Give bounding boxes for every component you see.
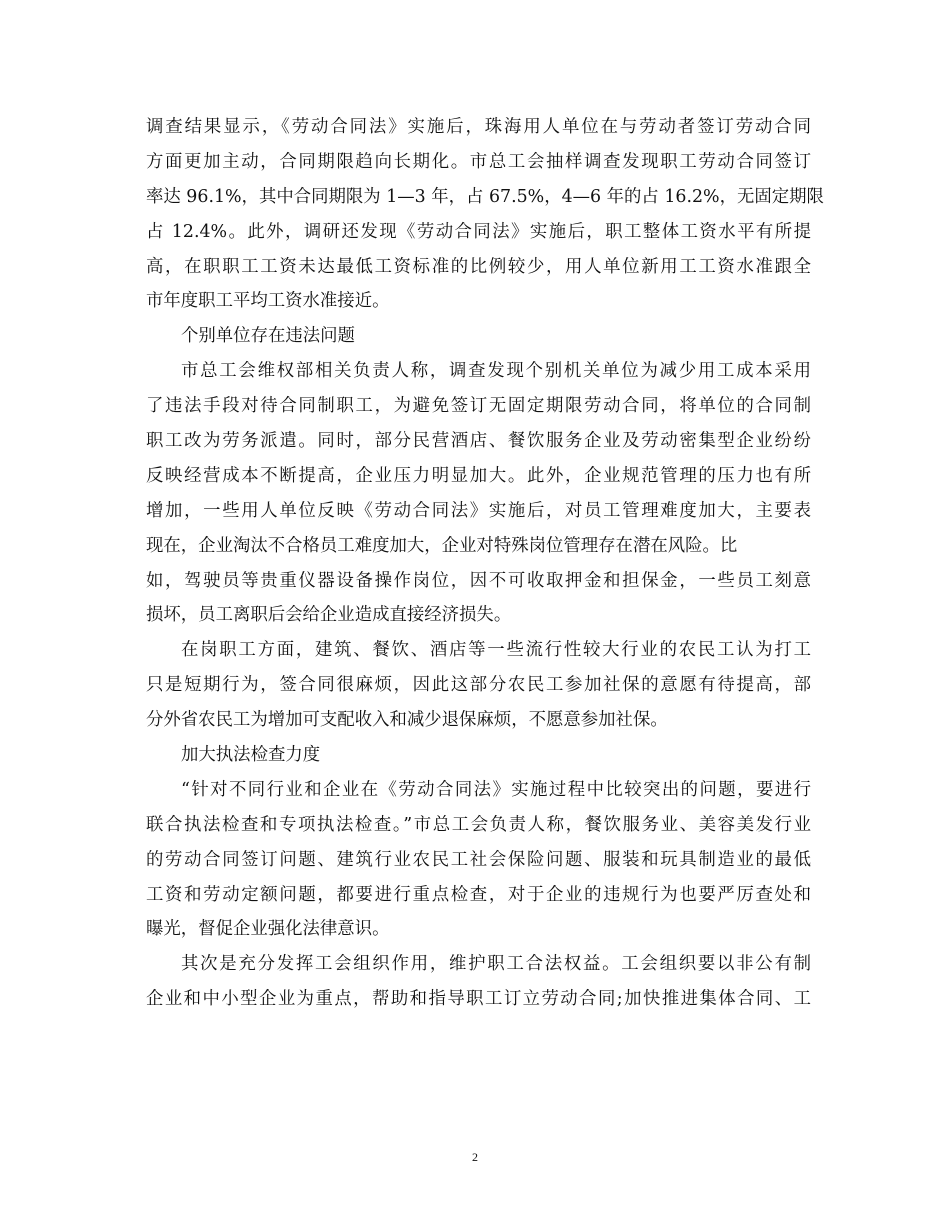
text-line: 市年度职工平均工资水准接近。 (146, 291, 390, 312)
section-heading: 加大执法检查力度 (181, 745, 321, 766)
text-line: 现在，企业淘汰不合格员工难度加大，企业对特殊岗位管理存在潜在风险。比 (146, 535, 738, 556)
text-line: 率达 96.1%，其中合同期限为 1—3 年，占 67.5%，4—6 年的占 16.2%，无固定期限 (146, 186, 824, 207)
page-number: 2 (472, 1150, 478, 1164)
section-heading: 个别单位存在违法问题 (181, 326, 355, 347)
text-line: 联合执法检查和专项执法检查。”市总工会负责人称，餐饮服务业、美容美发行业 (146, 814, 811, 835)
text-line: 占 12.4%。此外，调研还发现《劳动合同法》实施后，职工整体工资水平有所提 (146, 221, 811, 242)
text-line: 职工改为劳务派遣。同时，部分民营酒店、餐饮服务企业及劳动密集型企业纷纷 (146, 431, 811, 452)
text-line: 分外省农民工为增加可支配收入和减少退保麻烦，不愿意参加社保。 (146, 710, 668, 731)
text-line: 反映经营成本不断提高，企业压力明显加大。此外，企业规范管理的压力也有所 (146, 465, 811, 486)
text-line: 高，在职职工工资未达最低工资标准的比例较少，用人单位新用工工资水准跟全 (146, 256, 811, 277)
text-line: 只是短期行为，签合同很麻烦，因此这部分农民工参加社保的意愿有待提高，部 (146, 675, 811, 696)
text-line: 了违法手段对待合同制职工，为避免签订无固定期限劳动合同，将单位的合同制 (146, 396, 811, 417)
text-line: 在岗职工方面，建筑、餐饮、酒店等一些流行性较大行业的农民工认为打工 (181, 640, 811, 661)
text-line: 损坏，员工离职后会给企业造成直接经济损失。 (146, 605, 512, 626)
text-line: 方面更加主动，合同期限趋向长期化。市总工会抽样调查发现职工劳动合同签订 (146, 151, 811, 172)
text-line: 曝光，督促企业强化法律意识。 (146, 919, 390, 940)
text-line: 如，驾驶员等贵重仪器设备操作岗位，因不可收取押金和担保金，一些员工刻意 (146, 570, 811, 591)
text-line: 企业和中小型企业为重点，帮助和指导职工订立劳动合同;加快推进集体合同、工 (146, 989, 811, 1010)
text-line: 增加，一些用人单位反映《劳动合同法》实施后，对员工管理难度加大，主要表 (146, 500, 811, 521)
text-line: 的劳动合同签订问题、建筑行业农民工社会保险问题、服装和玩具制造业的最低 (146, 849, 811, 870)
text-line: 调查结果显示，《劳动合同法》实施后，珠海用人单位在与劳动者签订劳动合同 (146, 117, 811, 137)
document-body (146, 110, 824, 1017)
text-line: 工资和劳动定额问题，都要进行重点检查，对于企业的违规行为也要严厉查处和 (146, 884, 811, 905)
text-line: 市总工会维权部相关负责人称，调查发现个别机关单位为减少用工成本采用 (181, 361, 811, 382)
text-line: “针对不同行业和企业在《劳动合同法》实施过程中比较突出的问题，要进行 (181, 779, 811, 800)
text-line: 其次是充分发挥工会组织作用，维护职工合法权益。工会组织要以非公有制 (181, 954, 811, 975)
